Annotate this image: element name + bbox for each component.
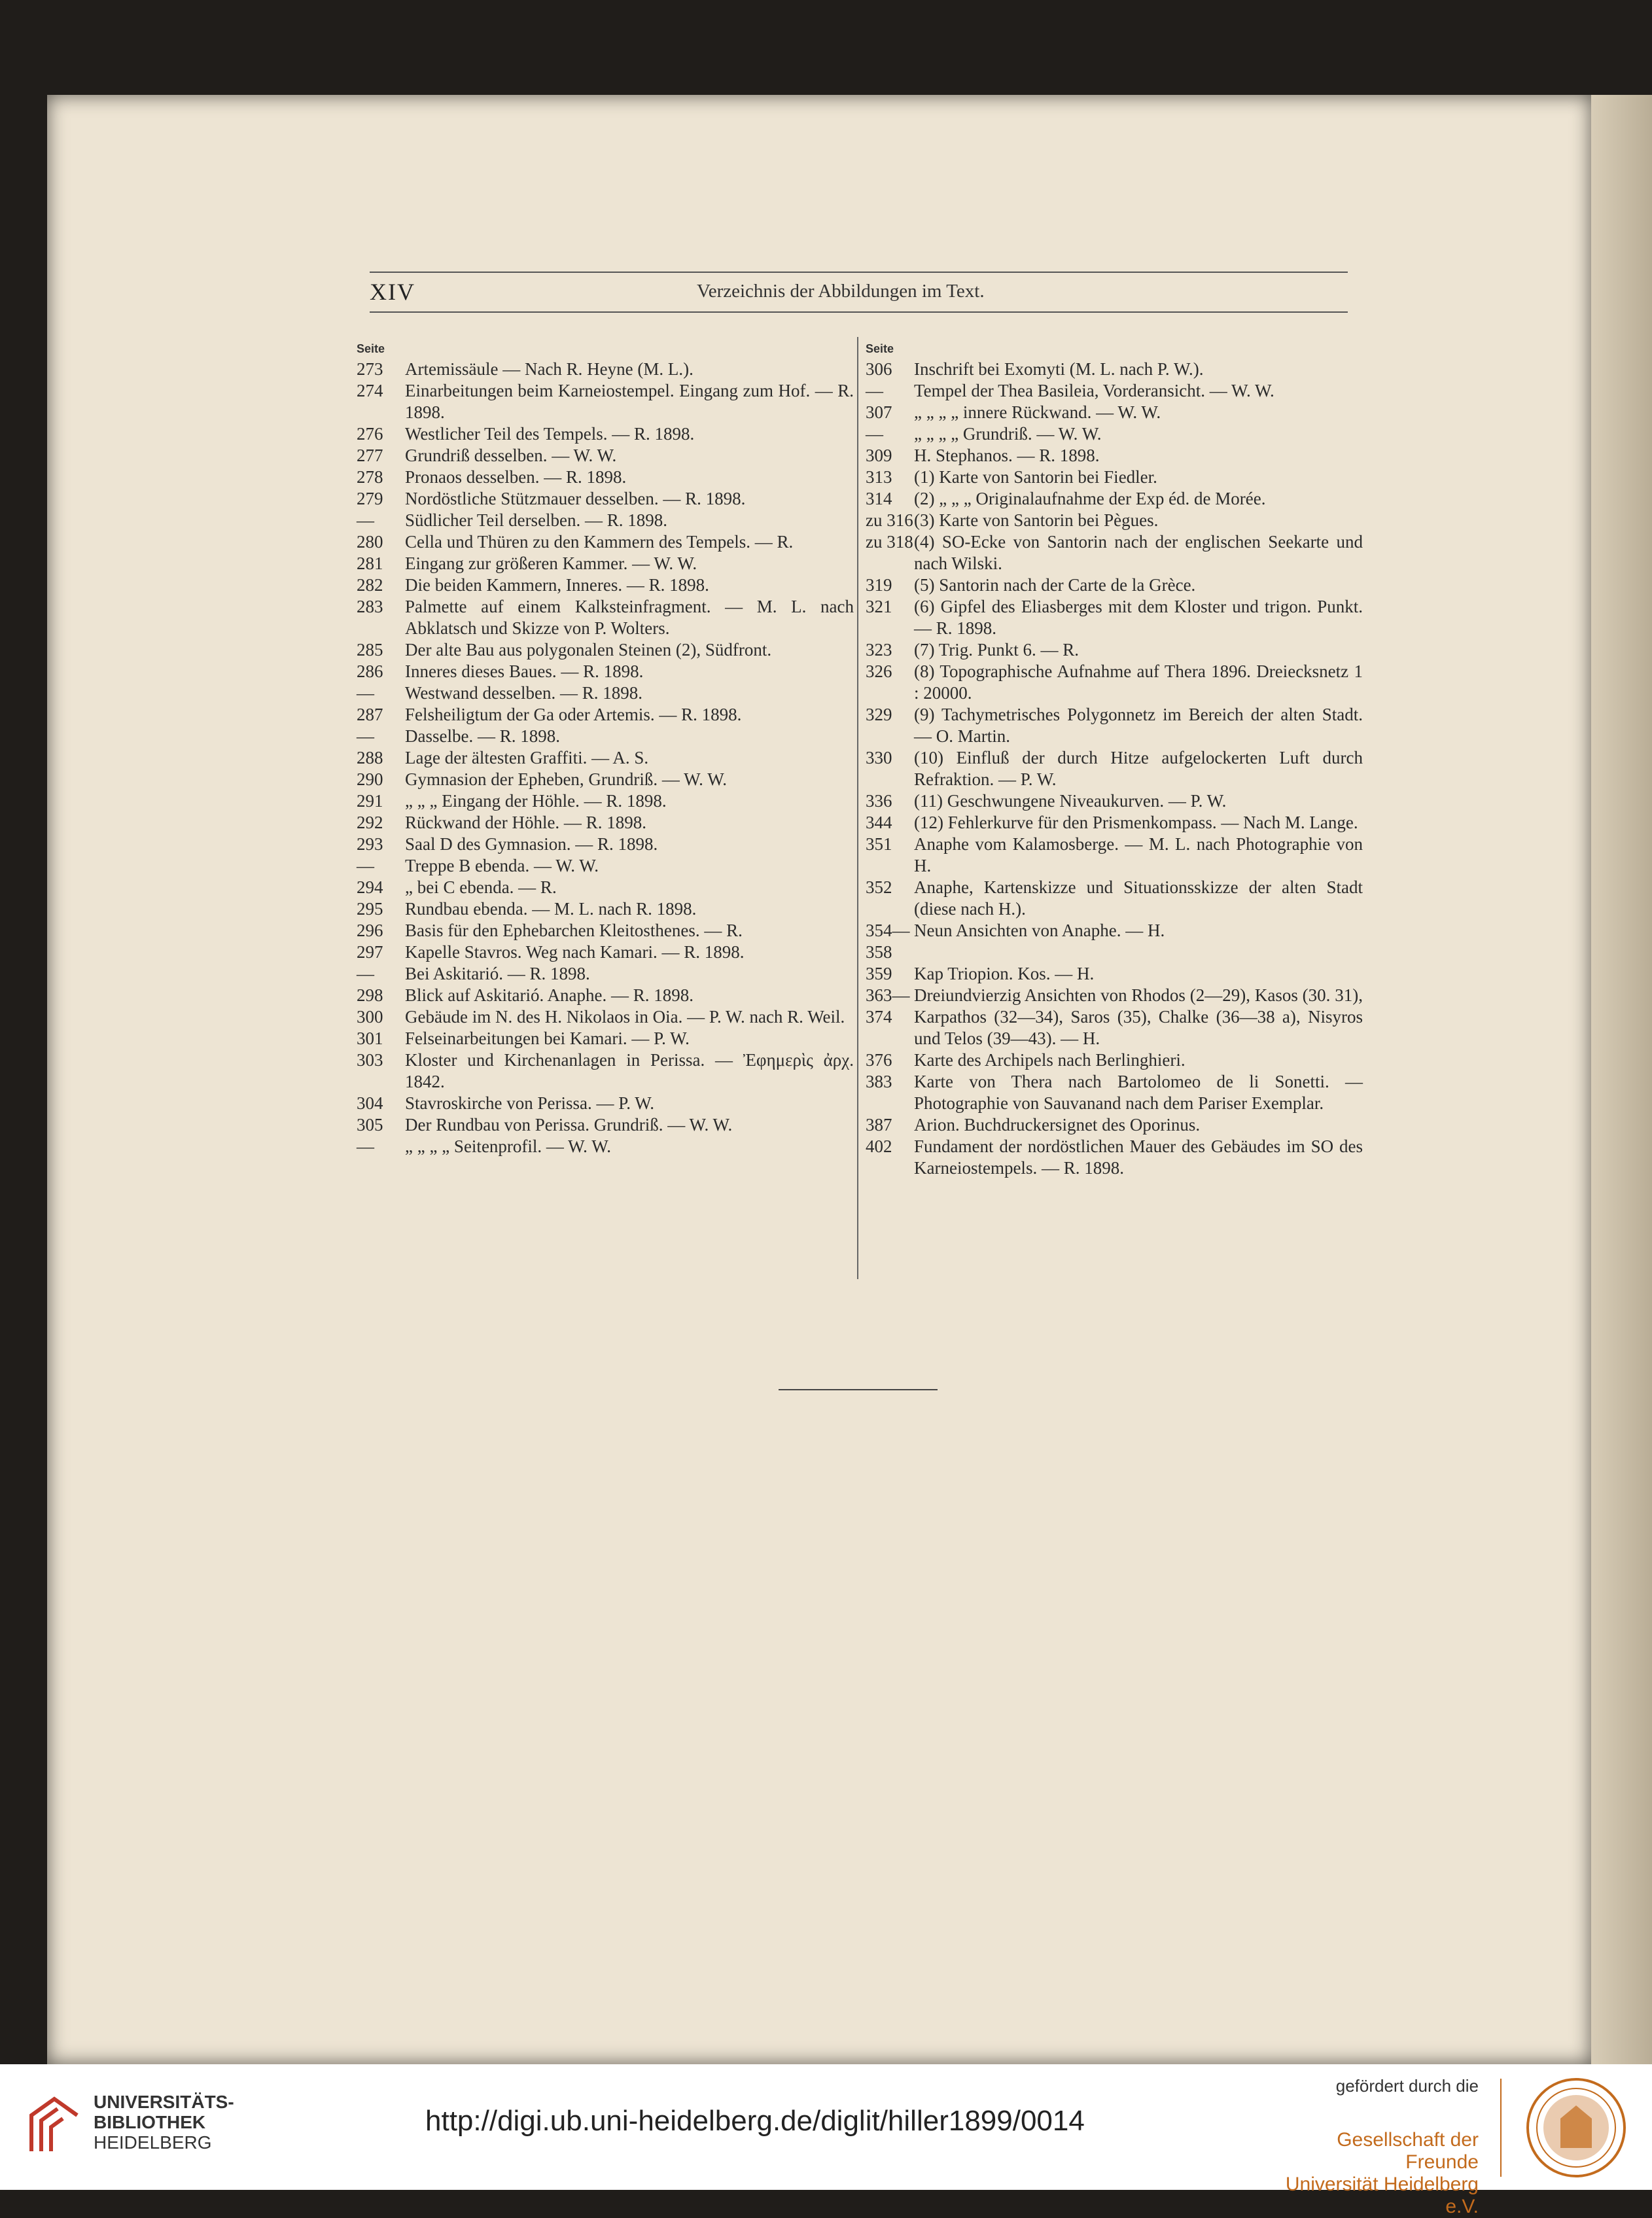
entry-caption: Saal D des Gymnasion. — R. 1898.	[405, 834, 658, 854]
footer-bar	[0, 2064, 1652, 2217]
entry-caption: „ bei C ebenda. — R.	[405, 877, 557, 897]
entry-page-number: 278	[357, 467, 383, 487]
entry-caption: Palmette auf einem Kalksteinfragment. — M. L. nach Abklatsch und Skizze von P. Wolters.	[405, 597, 854, 638]
entry-page-number: 283	[357, 597, 383, 616]
entry-row	[866, 596, 1363, 639]
entry-page-number: 304	[357, 1093, 383, 1113]
entry-caption: Nordöstliche Stützmauer desselben. — R. 1898.	[405, 489, 746, 508]
entry-row	[866, 466, 1363, 488]
entry-page-number: 363—374	[866, 985, 910, 1027]
entry-row	[866, 790, 1363, 812]
entry-row	[866, 920, 1363, 963]
entry-caption: Anaphe, Kartenskizze und Situationsskizze der alten Stadt (diese nach H.).	[914, 877, 1363, 919]
entry-row	[866, 661, 1363, 704]
sponsor-divider	[1500, 2079, 1502, 2177]
entry-row	[357, 769, 854, 790]
entry-page-number: 319	[866, 575, 892, 595]
entry-row	[866, 1114, 1363, 1136]
entry-caption: Bei Askitarió. — R. 1898.	[405, 964, 590, 983]
entry-caption: „ „ „ Eingang der Höhle. — R. 1898.	[405, 791, 667, 811]
seite-label: Seite	[357, 342, 385, 355]
entry-caption: Die beiden Kammern, Inneres. — R. 1898.	[405, 575, 709, 595]
entry-page-number: 300	[357, 1007, 383, 1027]
entry-page-number: 290	[357, 769, 383, 789]
entry-caption: Basis für den Ephebarchen Kleitosthenes. — R.	[405, 921, 743, 940]
running-title: Verzeichnis der Abbildungen im Text.	[697, 281, 985, 302]
entry-caption: Fundament der nordöstlichen Mauer des Gebäudes im SO des Karneiostempels. — R. 1898.	[914, 1136, 1363, 1178]
entry-page-number: 351	[866, 834, 892, 854]
entry-page-number: 295	[357, 899, 383, 919]
header-rule-bottom	[370, 311, 1348, 313]
entry-caption: Grundriß desselben. — W. W.	[405, 446, 617, 465]
sponsor-name	[1276, 2129, 1479, 2218]
entry-caption: Lage der ältesten Graffiti. — A. S.	[405, 748, 649, 767]
entry-caption: (4) SO-Ecke von Santorin nach der englischen Seekarte und nach Wilski.	[914, 532, 1363, 573]
left-entry-list	[357, 359, 854, 1157]
entry-row	[357, 1093, 854, 1114]
entry-caption: H. Stephanos. — R. 1898.	[914, 446, 1100, 465]
entry-row	[357, 1049, 854, 1093]
entry-caption: Arion. Buchdruckersignet des Oporinus.	[914, 1115, 1201, 1135]
entry-caption: Dasselbe. — R. 1898.	[405, 726, 560, 746]
entry-page-number: 383	[866, 1072, 892, 1091]
entry-row	[357, 1136, 854, 1157]
entry-row	[357, 834, 854, 855]
entry-row	[866, 704, 1363, 747]
entry-row	[357, 1114, 854, 1136]
entry-page-number: 305	[357, 1115, 383, 1135]
entry-row	[357, 423, 854, 445]
entry-page-number: zu 316	[866, 510, 913, 530]
entry-row	[357, 510, 854, 531]
entry-caption: Rückwand der Höhle. — R. 1898.	[405, 813, 646, 832]
entry-caption: Karte des Archipels nach Berlinghieri.	[914, 1050, 1186, 1070]
entry-caption: Kap Triopion. Kos. — H.	[914, 964, 1095, 983]
entry-page-number: 376	[866, 1050, 892, 1070]
entry-caption: Felseinarbeitungen bei Kamari. — P. W.	[405, 1029, 690, 1048]
entry-caption: Kloster und Kirchenanlagen in Perissa. — Ἐφημερὶς ἀρχ. 1842.	[405, 1050, 854, 1091]
entry-row	[866, 423, 1363, 445]
entry-caption: Eingang zur größeren Kammer. — W. W.	[405, 554, 697, 573]
entry-page-number: 330	[866, 748, 892, 767]
entry-row	[357, 963, 854, 985]
entry-caption: Westlicher Teil des Tempels. — R. 1898.	[405, 424, 695, 444]
entry-page-number: 287	[357, 705, 383, 724]
entry-page-number: 336	[866, 791, 892, 811]
entry-row	[866, 985, 1363, 1049]
entry-page-number: 309	[866, 446, 892, 465]
sponsor-name-line: Gesellschaft der Freunde	[1337, 2129, 1479, 2173]
entry-page-number: 359	[866, 964, 892, 983]
entry-page-number: 274	[357, 381, 383, 400]
entry-page-number: 294	[357, 877, 383, 897]
entry-caption: Treppe B ebenda. — W. W.	[405, 856, 599, 875]
entry-caption: Pronaos desselben. — R. 1898.	[405, 467, 627, 487]
page-numeral: XIV	[370, 279, 415, 305]
entry-row	[357, 812, 854, 834]
entry-caption: „ „ „ „ Seitenprofil. — W. W.	[405, 1136, 611, 1156]
seite-label: Seite	[866, 342, 894, 355]
entry-row	[357, 747, 854, 769]
entry-page-number: 276	[357, 424, 383, 444]
entry-caption: Inneres dieses Baues. — R. 1898.	[405, 661, 644, 681]
entry-row	[866, 1136, 1363, 1179]
entry-caption: Gymnasion der Epheben, Grundriß. — W. W.	[405, 769, 727, 789]
entry-caption: (9) Tachymetrisches Polygonnetz im Bereich der alten Stadt. — O. Martin.	[914, 705, 1363, 746]
entry-page-number: —	[357, 726, 374, 746]
entry-row	[866, 1049, 1363, 1071]
sponsor-intro: gefördert durch die	[1335, 2076, 1479, 2096]
entry-page-number: —	[866, 381, 883, 400]
entry-page-number: 280	[357, 532, 383, 552]
entry-caption: „ „ „ „ Grundriß. — W. W.	[914, 424, 1102, 444]
entry-row	[357, 1006, 854, 1028]
entry-row	[357, 639, 854, 661]
entry-page-number: 354—358	[866, 921, 910, 962]
entry-row	[357, 380, 854, 423]
entry-caption: Tempel der Thea Basileia, Vorderansicht. — W. W.	[914, 381, 1274, 400]
entry-page-number: 281	[357, 554, 383, 573]
left-column	[357, 339, 854, 1157]
library-name-line: UNIVERSITÄTS-	[94, 2092, 234, 2112]
entry-page-number: 344	[866, 813, 892, 832]
entry-caption: Kapelle Stavros. Weg nach Kamari. — R. 1898.	[405, 942, 745, 962]
entry-row	[357, 445, 854, 466]
entry-page-number: —	[357, 856, 374, 875]
sponsor-name-line: Universität Heidelberg e.V.	[1285, 2174, 1479, 2217]
entry-page-number: 306	[866, 359, 892, 379]
entry-page-number: 307	[866, 402, 892, 422]
entry-page-number: 277	[357, 446, 383, 465]
entry-row	[357, 855, 854, 877]
entry-caption: (12) Fehlerkurve für den Prismenkompass. — Nach M. Lange.	[914, 813, 1358, 832]
entry-row	[866, 834, 1363, 877]
entry-caption: (8) Topographische Aufnahme auf Thera 1896. Dreiecksnetz 1 : 20000.	[914, 661, 1363, 703]
page-edge	[1591, 95, 1652, 2064]
entry-page-number: 314	[866, 489, 892, 508]
entry-caption: Blick auf Askitarió. Anaphe. — R. 1898.	[405, 985, 694, 1005]
entry-page-number: —	[357, 1136, 374, 1156]
entry-row	[357, 985, 854, 1006]
entry-row	[357, 1028, 854, 1049]
entry-row	[866, 531, 1363, 574]
entry-page-number: 279	[357, 489, 383, 508]
end-rule	[779, 1389, 938, 1390]
entry-caption: (6) Gipfel des Eliasberges mit dem Kloster und trigon. Punkt. — R. 1898.	[914, 597, 1363, 638]
entry-row	[357, 877, 854, 898]
entry-page-number: 303	[357, 1050, 383, 1070]
library-name-line: HEIDELBERG	[94, 2132, 212, 2153]
entry-caption: (11) Geschwungene Niveaukurven. — P. W.	[914, 791, 1227, 811]
entry-page-number: 298	[357, 985, 383, 1005]
entry-row	[357, 726, 854, 747]
entry-page-number: 286	[357, 661, 383, 681]
entry-row	[357, 942, 854, 963]
entry-page-number: 326	[866, 661, 892, 681]
entry-page-number: 293	[357, 834, 383, 854]
entry-page-number: —	[357, 510, 374, 530]
entry-page-number: 402	[866, 1136, 892, 1156]
entry-row	[866, 510, 1363, 531]
entry-page-number: 313	[866, 467, 892, 487]
entry-page-number: 297	[357, 942, 383, 962]
entry-caption: (7) Trig. Punkt 6. — R.	[914, 640, 1080, 660]
entry-row	[357, 596, 854, 639]
entry-row	[866, 1071, 1363, 1114]
entry-row	[357, 488, 854, 510]
entry-page-number: 273	[357, 359, 383, 379]
entry-row	[866, 380, 1363, 402]
entry-caption: Westwand desselben. — R. 1898.	[405, 683, 643, 703]
entry-page-number: 321	[866, 597, 892, 616]
sponsor-block	[1276, 2076, 1479, 2218]
entry-caption: Neun Ansichten von Anaphe. — H.	[914, 921, 1165, 940]
column-divider	[857, 337, 858, 1279]
entry-caption: Der alte Bau aus polygonalen Steinen (2), Südfront.	[405, 640, 772, 660]
entry-caption: Rundbau ebenda. — M. L. nach R. 1898.	[405, 899, 697, 919]
entry-page-number: 352	[866, 877, 892, 897]
entry-row	[866, 812, 1363, 834]
entry-page-number: 323	[866, 640, 892, 660]
entry-page-number: 291	[357, 791, 383, 811]
entry-row	[357, 790, 854, 812]
entry-row	[357, 531, 854, 553]
entry-page-number: 387	[866, 1115, 892, 1135]
entry-row	[866, 963, 1363, 985]
entry-page-number: 285	[357, 640, 383, 660]
entry-row	[866, 488, 1363, 510]
entry-caption: (3) Karte von Santorin bei Pègues.	[914, 510, 1159, 530]
entry-caption: Felsheiligtum der Ga oder Artemis. — R. 1898.	[405, 705, 742, 724]
entry-caption: Cella und Thüren zu den Kammern des Tempels. — R.	[405, 532, 794, 552]
entry-row	[357, 359, 854, 380]
entry-page-number: 329	[866, 705, 892, 724]
entry-caption: Inschrift bei Exomyti (M. L. nach P. W.).	[914, 359, 1204, 379]
entry-row	[866, 639, 1363, 661]
entry-row	[357, 920, 854, 942]
entry-page-number: zu 318	[866, 532, 913, 552]
entry-caption: Gebäude im N. des H. Nikolaos in Oia. — P. W. nach R. Weil.	[405, 1007, 845, 1027]
entry-caption: Der Rundbau von Perissa. Grundriß. — W. W.	[405, 1115, 733, 1135]
entry-caption: (2) „ „ „ Originalaufnahme der Exp éd. de Morée.	[914, 489, 1266, 508]
entry-caption: „ „ „ „ innere Rückwand. — W. W.	[914, 402, 1161, 422]
entry-row	[357, 574, 854, 596]
entry-row	[866, 574, 1363, 596]
entry-caption: (10) Einfluß der durch Hitze aufgelockerten Luft durch Refraktion. — P. W.	[914, 748, 1363, 789]
entry-row	[866, 445, 1363, 466]
entry-page-number: 292	[357, 813, 383, 832]
entry-page-number: —	[357, 683, 374, 703]
university-seal-icon	[1524, 2076, 1628, 2179]
entry-row	[357, 898, 854, 920]
entry-page-number: 301	[357, 1029, 383, 1048]
entry-page-number: —	[866, 424, 883, 444]
library-logo-icon	[18, 2089, 90, 2161]
permalink-url[interactable]: http://digi.ub.uni-heidelberg.de/diglit/hiller1899/0014	[425, 2105, 1085, 2137]
entry-row	[357, 553, 854, 574]
entry-page-number: 296	[357, 921, 383, 940]
entry-caption: Stavroskirche von Perissa. — P. W.	[405, 1093, 654, 1113]
entry-caption: (5) Santorin nach der Carte de la Grèce.	[914, 575, 1196, 595]
entry-row	[866, 747, 1363, 790]
right-column	[866, 339, 1363, 1179]
entry-row	[866, 359, 1363, 380]
entry-page-number: 282	[357, 575, 383, 595]
running-head	[370, 278, 1348, 311]
entry-caption: Südlicher Teil derselben. — R. 1898.	[405, 510, 668, 530]
entry-page-number: 288	[357, 748, 383, 767]
entry-row	[866, 877, 1363, 920]
entry-caption: Artemissäule — Nach R. Heyne (M. L.).	[405, 359, 694, 379]
entry-caption: Karte von Thera nach Bartolomeo de li Sonetti. — Photographie von Sauvanand nach dem Pariser Exemplar.	[914, 1072, 1363, 1113]
entry-caption: (1) Karte von Santorin bei Fiedler.	[914, 467, 1157, 487]
entry-caption: Einarbeitungen beim Karneiostempel. Eingang zum Hof. — R. 1898.	[405, 381, 854, 422]
entry-row	[866, 402, 1363, 423]
right-entry-list	[866, 359, 1363, 1179]
entry-row	[357, 682, 854, 704]
library-name-line: BIBLIOTHEK	[94, 2112, 206, 2132]
entry-page-number: —	[357, 964, 374, 983]
entry-row	[357, 704, 854, 726]
header-rule-top	[370, 272, 1348, 273]
library-name	[94, 2092, 234, 2153]
entry-caption: Dreiundvierzig Ansichten von Rhodos (2—29), Kasos (30. 31), Karpathos (32—34), Saros (35), Chalke (36—38 a), Nisyros und Telos (39—43). — H.	[914, 985, 1363, 1048]
entry-caption: Anaphe vom Kalamosberge. — M. L. nach Photographie von H.	[914, 834, 1363, 875]
entry-row	[357, 661, 854, 682]
entry-row	[357, 466, 854, 488]
